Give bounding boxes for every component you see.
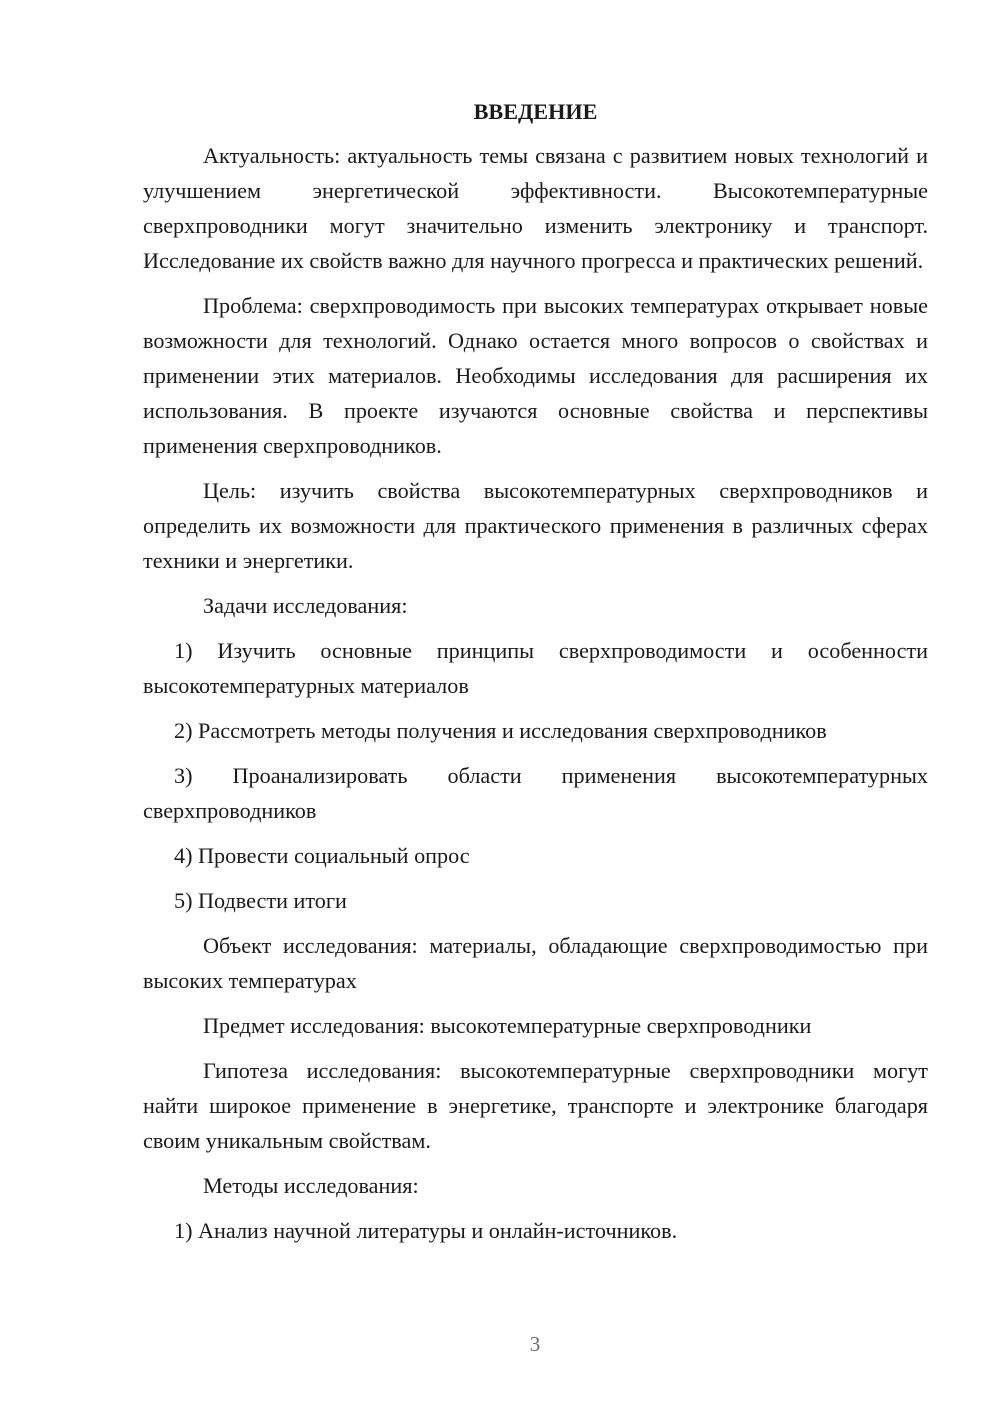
methods-title: Методы исследования:: [203, 1173, 419, 1198]
hypothesis-paragraph: Гипотеза исследования: высокотемпературные сверхпроводники могут найти широкое применение в энергетике, транспорте и электронике благодаря своим уникальным свойствам.: [143, 1058, 928, 1153]
page-heading: ВВЕДЕНИЕ: [473, 99, 598, 124]
subject-paragraph: Предмет исследования: высокотемпературные сверхпроводники: [203, 1013, 812, 1038]
goal-paragraph: Цель: изучить свойства высокотемпературных сверхпроводников и определить их возможности для практического применения в различных сферах техники и энергетики.: [143, 478, 928, 573]
tasks-title: Задачи исследования:: [203, 593, 408, 618]
task-item-1: 1) Изучить основные принципы сверхпроводимости и особенности высокотемпературных материалов: [143, 638, 928, 698]
task-item-4: 4) Провести социальный опрос: [174, 843, 470, 868]
task-item-5: 5) Подвести итоги: [174, 888, 347, 913]
relevance-paragraph: Актуальность: актуальность темы связана с развитием новых технологий и улучшением энергетической эффективности. Высокотемпературные сверхпроводники могут значительно изменить электронику и транспорт. Исследование их свойств важно для научного прогресса и практических решений.: [143, 143, 928, 273]
problem-paragraph: Проблема: сверхпроводимость при высоких температурах открывает новые возможности для технологий. Однако остается много вопросов о свойствах и применении этих материалов. Необходимы исследования для расширения их использования. В проекте изучаются основные свойства и перспективы применения сверхпроводников.: [143, 293, 928, 458]
object-paragraph: Объект исследования: материалы, обладающие сверхпроводимостью при высоких температурах: [143, 933, 928, 993]
method-item-1: 1) Анализ научной литературы и онлайн-источников.: [174, 1218, 678, 1243]
page-content: [143, 94, 928, 1258]
page-number: 3: [529, 1332, 541, 1356]
task-item-3: 3) Проанализировать области применения высокотемпературных сверхпроводников: [143, 763, 928, 823]
task-item-2: 2) Рассмотреть методы получения и исследования сверхпроводников: [174, 718, 827, 743]
